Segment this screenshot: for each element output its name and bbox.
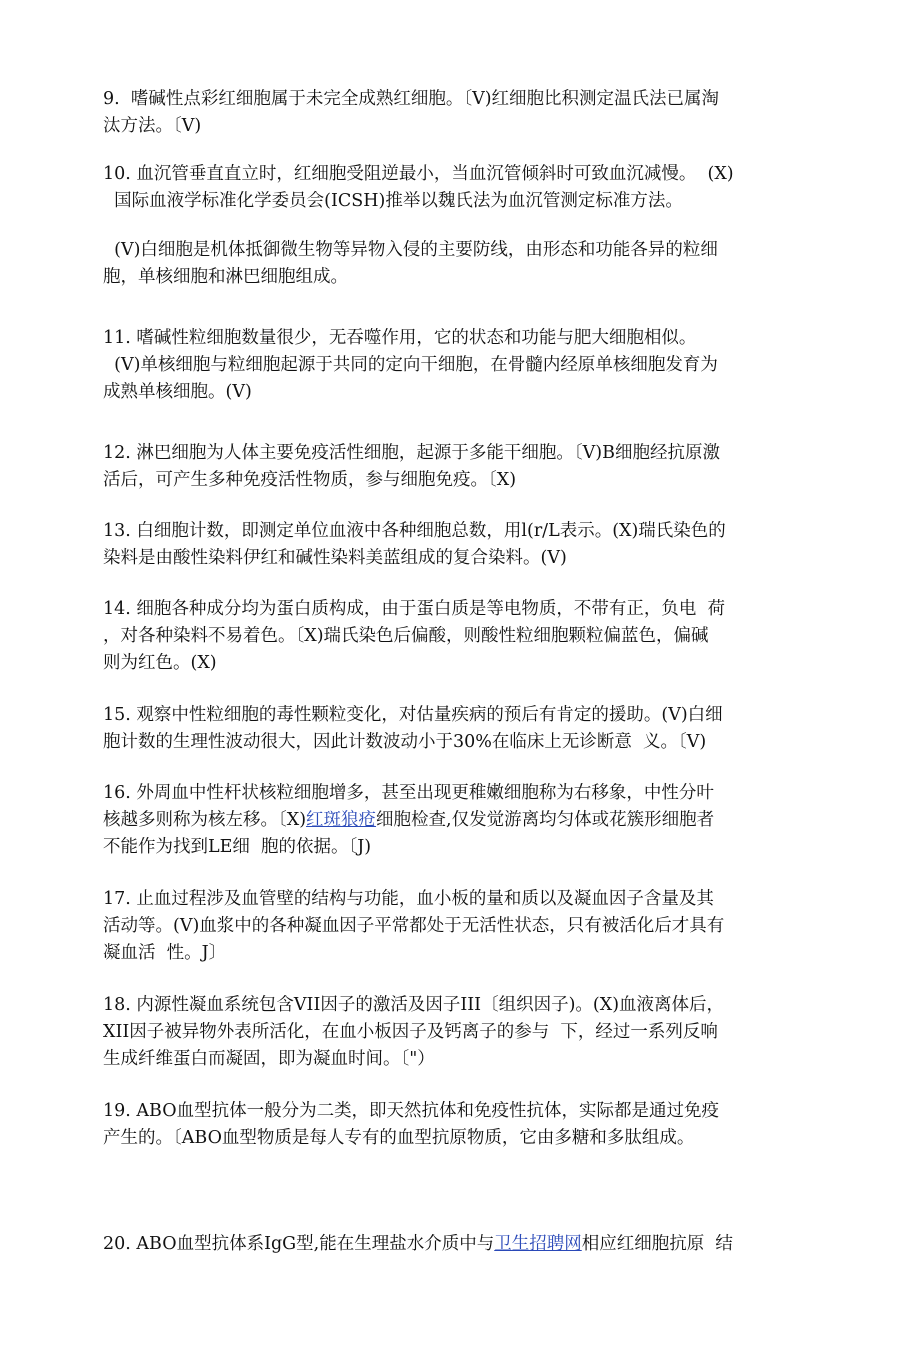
text-line: 18. 内源性凝血系统包含VII因子的激活及因子III〔组织因子)。(X)血液离体后， (103, 995, 725, 1015)
text-line: XII因子被异物外表所活化，在血小板因子及钙离子的参与 下，经过一系列反响 (103, 1022, 718, 1042)
text-line: 14. 细胞各种成分均为蛋白质构成，由于蛋白质是等电物质，不带有正，负电 荷 (103, 599, 726, 619)
text-line: 胞计数的生理性波动很大，因此计数波动小于30%在临床上无诊断意 义。〔V) (103, 732, 707, 752)
text-line: 11. 嗜碱性粒细胞数量很少，无吞噬作用，它的状态和功能与肥大细胞相似。 (103, 328, 697, 348)
text-line: ，对各种染料不易着色。〔X)瑞氏染色后偏酸，则酸性粒细胞颗粒偏蓝色，偏碱 (103, 626, 709, 646)
paragraph-13 (103, 518, 815, 572)
text-line: 汰方法。〔V) (103, 116, 202, 136)
paragraph-11 (103, 325, 815, 406)
text-line: 19. ABO血型抗体一般分为二类，即天然抗体和免疫性抗体，实际都是通过免疫 (103, 1101, 720, 1121)
paragraph-12 (103, 440, 815, 494)
text-line-with-link (103, 1231, 815, 1258)
text-line: 17. 止血过程涉及血管壁的结构与功能，血小板的量和质以及凝血因子含量及其 (103, 889, 714, 909)
paragraph-17 (103, 886, 815, 967)
paragraph-10-continued (103, 237, 815, 291)
text-line: 活动等。(V)血浆中的各种凝血因子平常都处于无活性状态，只有被活化后才具有 (103, 916, 725, 936)
paragraph-9 (103, 86, 815, 140)
text-line: 成熟单核细胞。(V) (103, 382, 252, 402)
text-line: (V)白细胞是机体抵御微生物等异物入侵的主要防线，由形态和功能各异的粒细 (103, 240, 718, 260)
text-line: 13. 白细胞计数，即测定单位血液中各种细胞总数，用l(r/L表示。(X)瑞氏染色的 (103, 521, 726, 541)
text-line: 生成纤维蛋白而凝固，即为凝血时间。〔"） (103, 1049, 435, 1069)
text-line: 凝血活 性。J〕 (103, 943, 227, 963)
text-line: 则为红色。(X) (103, 653, 217, 673)
paragraph-18 (103, 992, 815, 1073)
text-line-with-link (103, 807, 815, 834)
text-line: 国际血液学标准化学委员会(ICSH)推举以魏氏法为血沉管测定标准方法。 (103, 191, 683, 211)
paragraph-15 (103, 702, 815, 756)
text-line: 产生的。〔ABO血型物质是每人专有的血型抗原物质，它由多糖和多肽组成。 (103, 1128, 695, 1148)
link-lupus-erythematosus[interactable]: 红斑狼疮 (306, 810, 377, 830)
paragraph-19 (103, 1098, 815, 1152)
text-line: 胞，单核细胞和淋巴细胞组成。 (103, 267, 348, 287)
text-line: 16. 外周血中性杆状核粒细胞增多，甚至出现更稚嫩细胞称为右移象，中性分叶 (103, 783, 714, 803)
text-line: (V)单核细胞与粒细胞起源于共同的定向干细胞，在骨髓内经原单核细胞发育为 (103, 355, 718, 375)
text-line: 活后，可产生多种免疫活性物质，参与细胞免疫。〔X) (103, 470, 517, 490)
text-line: 不能作为找到LE细 胞的依据。〔J) (103, 837, 372, 857)
text-segment: 核越多则称为核左移。〔X) (103, 810, 307, 830)
text-segment: 相应红细胞抗原 结 (581, 1234, 733, 1254)
text-segment: 20. ABO血型抗体系IgG型,能在生理盐水介质中与 (103, 1234, 495, 1254)
text-line: 染料是由酸性染料伊红和碱性染料美蓝组成的复合染料。(V) (103, 548, 567, 568)
text-line: 9. 嗜碱性点彩红细胞属于未完全成熟红细胞。〔V)红细胞比积测定温氏法已属淘 (103, 89, 720, 109)
paragraph-14 (103, 596, 815, 677)
link-health-recruitment[interactable]: 卫生招聘网 (494, 1234, 582, 1254)
paragraph-16 (103, 780, 815, 861)
text-line: 15. 观察中性粒细胞的毒性颗粒变化，对估量疾病的预后有肯定的援助。(V)白细 (103, 705, 723, 725)
text-line: 12. 淋巴细胞为人体主要免疫活性细胞，起源于多能干细胞。〔V)B细胞经抗原激 (103, 443, 720, 463)
text-line: 10. 血沉管垂直直立时，红细胞受阻逆最小，当血沉管倾斜时可致血沉减慢。 (X) (103, 164, 734, 184)
text-segment: 细胞检查,仅发觉游离均匀体或花簇形细胞者 (376, 810, 715, 830)
paragraph-20 (103, 1231, 815, 1258)
paragraph-10 (103, 161, 815, 215)
